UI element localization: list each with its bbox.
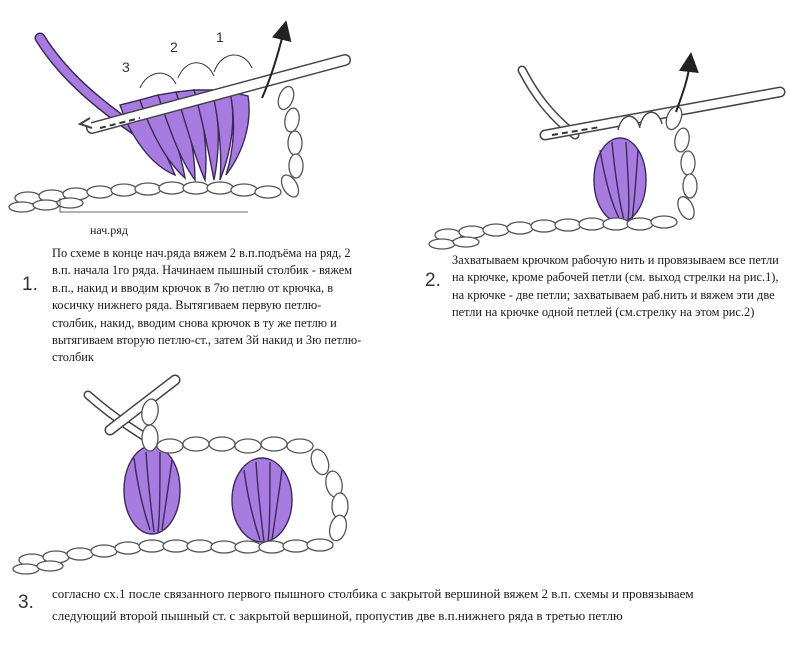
puff-stitch [594,138,646,222]
loop-number-2: 2 [170,39,178,55]
starting-row-label: нач.ряд [90,223,128,237]
loop-arcs [140,55,252,88]
step-3-text: согласно сх.1 после связанного первого пышного столбика с закрытой вершиной вяжем 2 в.п. схемы и провязываем следующий второй пышный ст. с закрытой вершиной, пропустив две в.п.нижнего ряда в третью петлю [52,586,694,623]
foundation-chain [429,216,677,249]
turning-chain [663,104,697,222]
turning-chain [275,84,303,200]
figure-3 [13,380,349,574]
step-3-number: 3. [18,592,34,613]
crochet-hook-icon [545,92,780,135]
crochet-hook-icon [110,380,175,430]
loop-number-3: 3 [122,59,130,75]
step-2-text: Захватываем крючком рабочую нить и провязываем все петли на крючке, кроме рабочей петли (см. выход стрелки на рис.1), на крючке - две петли; захватываем раб.нить и вяжем эти две петли на крючке одной петлей (см.стрелку на этом рис.2) [452,253,779,320]
arrow-up-icon [262,30,284,98]
figure-2 [429,62,780,249]
figure-1 [9,29,345,212]
puff-stitch-1 [124,446,180,534]
loop-number-1: 1 [216,29,224,45]
step-2-number: 2. [425,270,441,291]
foundation-chain [13,539,333,574]
puff-stitch-2 [232,458,292,542]
foundation-chain [9,182,281,212]
step-1-number: 1. [22,274,38,295]
step-1-text: По схеме в конце нач.ряда вяжем 2 в.п.подъёма на ряд, 2 в.п. начала 1го ряда. Начинаем пышный столбик - вяжем в.п., накид и вводим крючок в 7ю петлю от крючка, в косичку нижнего ряда. Вытягиваем первую петлю-столбик, накид, вводим снова крючок в ту же петлю и вытягиваем вторую петлю-ст., затем 3й накид и 3ю петлю-столбик [52,246,362,365]
